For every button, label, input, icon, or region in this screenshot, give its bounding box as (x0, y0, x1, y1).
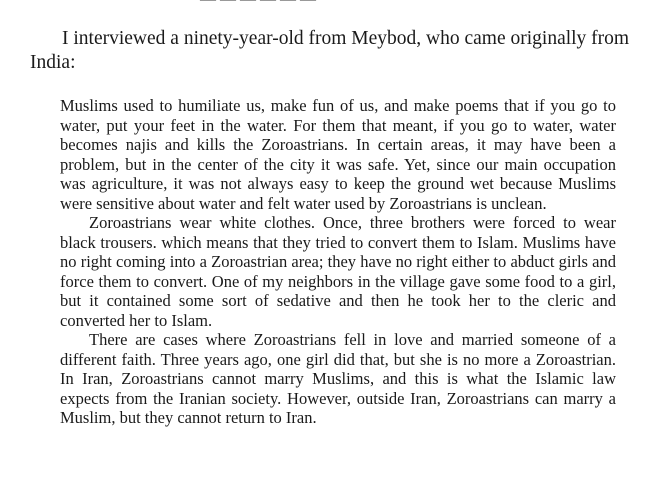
quote-paragraph-3: There are cases where Zoroastrians fell in love and married someone of a different faith. Three years ago, one girl did that, but she is no more a Zoroastrian. In Iran, Zoroastrians cannot marry Muslims, and this is what the Islamic law expects from the Iranian society. However, outside Iran, Zoroastrians can marry a Muslim, but they cannot return to Iran. (60, 330, 616, 427)
block-quote (60, 96, 616, 428)
quote-paragraph-2: Zoroastrians wear white clothes. Once, three brothers were forced to wear black trousers. which means that they tried to convert them to Islam. Muslims have no right coming into a Zoroastrian area; they have no right either to abduct girls and force them to convert. One of my neighbors in the village gave some food to a girl, but it contained some sort of sedative and then he took her to the cleric and converted her to Islam. (60, 213, 616, 330)
intro-paragraph: I interviewed a ninety-year-old from Meybod, who came originally from India: (30, 28, 630, 73)
clipped-previous-line (200, 0, 316, 9)
quote-paragraph-1: Muslims used to humiliate us, make fun of us, and make poems that if you go to water, put your feet in the water. For them that meant, if you go to water, water becomes najis and kills the Zoroastrians. In certain areas, it may have been a problem, but in the center of the city it was safe. Yet, since our main occupation was agriculture, it was not always easy to keep the ground wet because Muslims were sensitive about water and felt water used by Zoroastrians is unclean. (60, 96, 616, 213)
